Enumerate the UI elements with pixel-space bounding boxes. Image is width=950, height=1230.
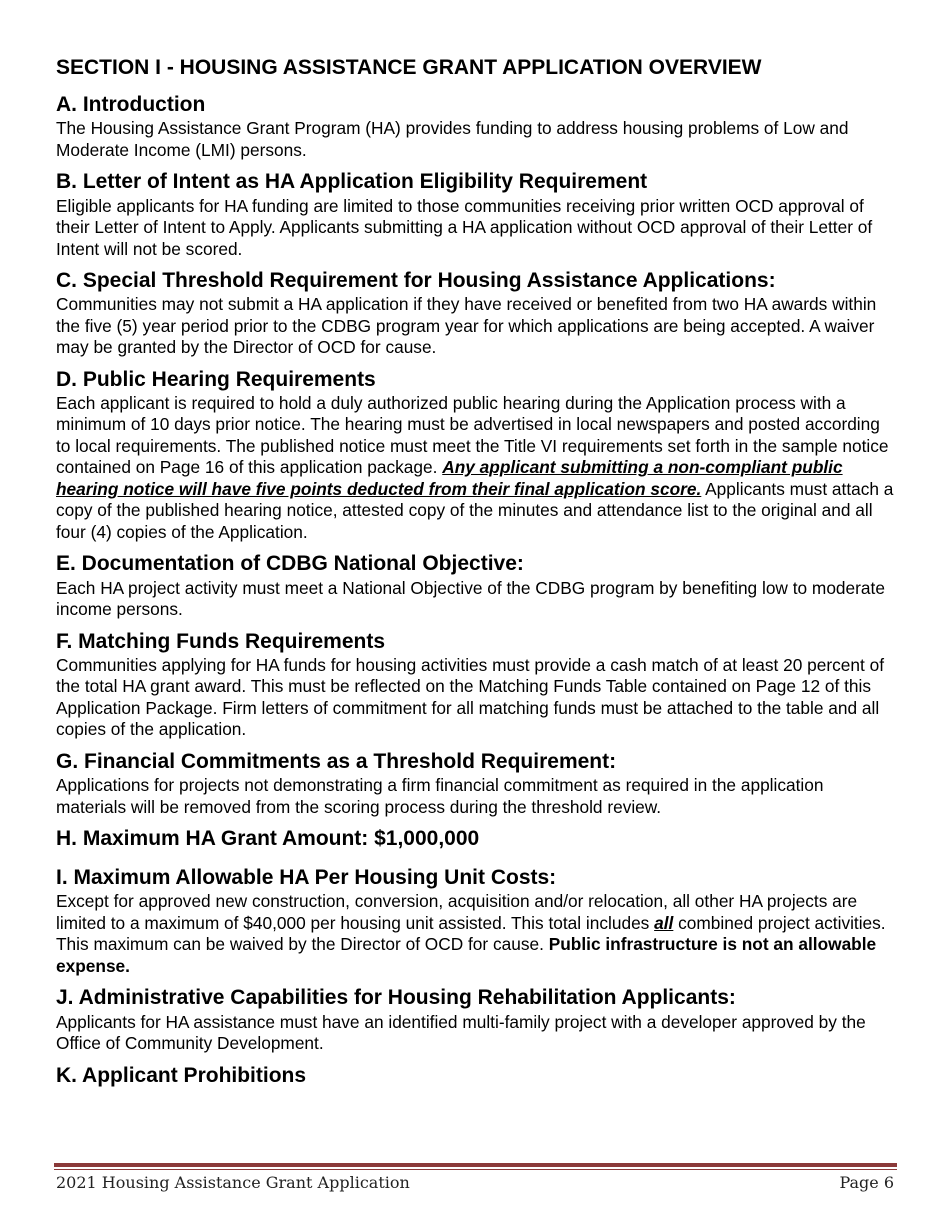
section-body: Each HA project activity must meet a National Objective of the CDBG program by benefiting low to moderate income persons. — [56, 577, 885, 620]
section-body: Communities may not submit a HA application if they have received or benefited from two HA awards within the five (5) year period prior to the CDBG program year for which applications are being accepted. A waiver may be granted by the Director of OCD for cause. — [56, 294, 877, 358]
section-i — [56, 865, 896, 977]
section-body: Applications for projects not demonstrating a firm financial commitment as required in the application materials will be removed from the scoring process during the threshold review. — [56, 775, 824, 817]
section-body: Applicants for HA assistance must have an identified multi-family project with a developer approved by the Office of Community Development. — [56, 1011, 866, 1054]
emphasis-text: all — [654, 912, 674, 933]
section-k — [56, 1063, 896, 1088]
section-heading: J. Administrative Capabilities for Housing Rehabilitation Applicants: — [56, 986, 736, 1010]
body-text: Each applicant is required to hold a duly authorized public hearing during the Application process with a minimum of 10 days prior notice. The hearing must be advertised in local newspapers and posted according to local requirements. The published notice must meet the Title VI requirements set forth in the sample notice contained on Page 16 of this application package. — [56, 392, 889, 478]
document-body — [56, 55, 896, 1096]
section-c — [56, 268, 896, 359]
section-heading: E. Documentation of CDBG National Objective: — [56, 552, 524, 576]
section-j — [56, 985, 896, 1054]
section-heading: F. Matching Funds Requirements — [56, 629, 386, 653]
footer-divider — [54, 1163, 897, 1167]
section-heading: C. Special Threshold Requirement for Housing Assistance Applications: — [56, 269, 776, 293]
emphasis-text: Any applicant submitting a non-compliant public hearing notice will have five points deducted from their final application score. — [56, 457, 843, 499]
section-body — [56, 891, 896, 977]
section-b — [56, 169, 896, 260]
body-text: combined project activities. This maximum can be waived by the Director of OCD for cause. — [56, 912, 886, 955]
section-heading: G. Financial Commitments as a Threshold Requirement: — [56, 749, 617, 773]
section-heading: A. Introduction — [56, 93, 206, 117]
body-text: Applicants must attach a copy of the published hearing notice, attested copy of the minutes and attendance list to the original and all four (4) copies of the Application. — [56, 478, 894, 542]
section-body: Eligible applicants for HA funding are limited to those communities receiving prior written OCD approval of their Letter of Intent to Apply. Applicants submitting a HA application without OCD approval of their Letter of Intent will not be scored. — [56, 195, 873, 259]
section-e — [56, 551, 896, 620]
section-heading: D. Public Hearing Requirements — [56, 367, 376, 391]
bold-text: Public infrastructure is not an allowable expense. — [56, 934, 877, 976]
section-a — [56, 92, 896, 161]
section-g — [56, 749, 896, 818]
section-d — [56, 367, 896, 544]
section-heading: B. Letter of Intent as HA Application Eligibility Requirement — [56, 170, 648, 194]
section-heading: K. Applicant Prohibitions — [56, 1063, 307, 1087]
page-title: SECTION I - HOUSING ASSISTANCE GRANT APPLICATION OVERVIEW — [56, 56, 762, 79]
section-body: Communities applying for HA funds for housing activities must provide a cash match of at least 20 percent of the total HA grant award. This must be reflected on the Matching Funds Table contained on Page 12 of this Application Package. Firm letters of commitment for all matching funds must be attached to the table and all copies of the application. — [56, 654, 884, 740]
body-text: Except for approved new construction, conversion, acquisition and/or relocation, all other HA projects are limited to a maximum of $40,000 per housing unit assisted. This total includes — [56, 891, 858, 933]
section-f — [56, 629, 896, 741]
section-body: The Housing Assistance Grant Program (HA) provides funding to address housing problems of Low and Moderate Income (LMI) persons. — [56, 118, 849, 160]
section-body — [56, 393, 896, 544]
section-heading: H. Maximum HA Grant Amount: $1,000,000 — [56, 827, 480, 850]
footer-divider-thin — [54, 1169, 897, 1170]
footer-document-title: 2021 Housing Assistance Grant Application — [56, 1173, 410, 1192]
section-heading: I. Maximum Allowable HA Per Housing Unit Costs: — [56, 866, 557, 890]
section-h — [56, 826, 896, 851]
page-number: Page 6 — [839, 1173, 894, 1192]
